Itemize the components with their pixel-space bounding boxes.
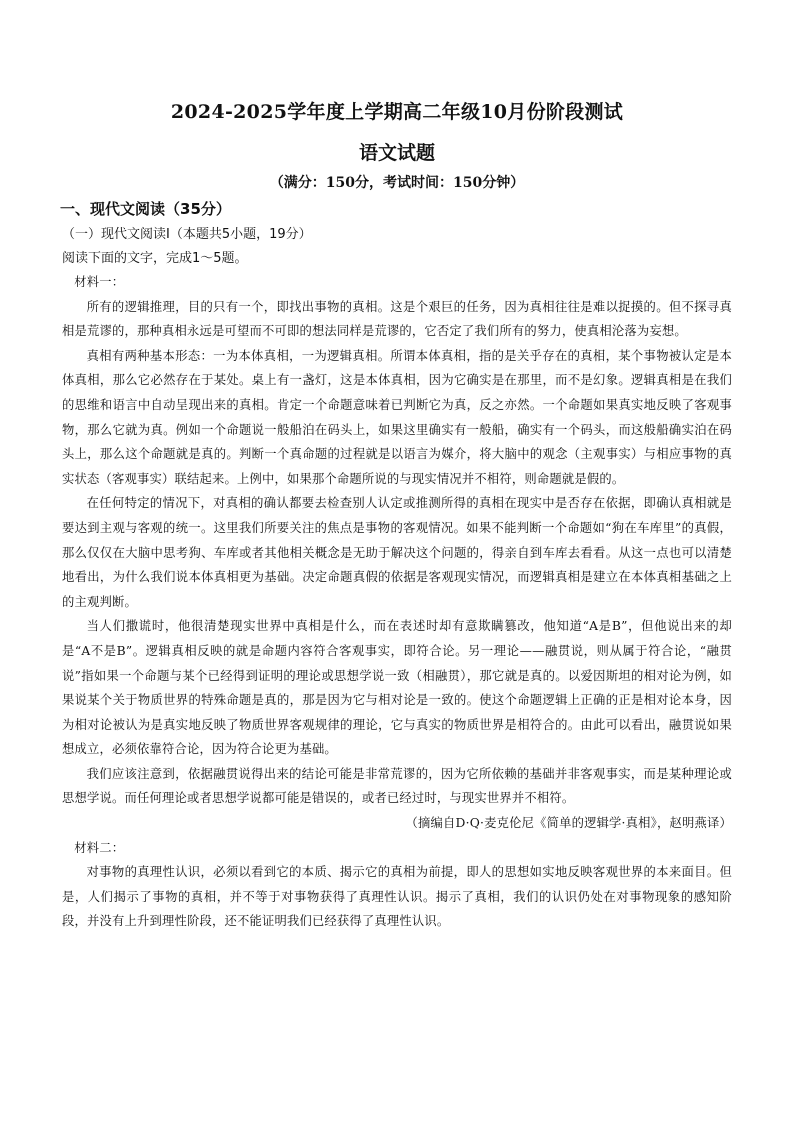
material-one-paragraph: 在任何特定的情况下，对真相的确认都要去检查别人认定或推测所得的真相在现实中是否存在依据，即确认真相就是要达到主观与客观的统一。这里我们所要关注的焦点是事物的客观情况。如果不能判断一个命题如“狗在车库里”的真假，那么仅仅在大脑中思考狗、车库或者其他相关概念是无助于解决这个问题的，得亲自到车库去看看。从这一点也可以清楚地看出，为什么我们说本体真相更为基础。决定命题真假的依据是客观现实情况，而逻辑真相是建立在本体真相基础之上的主观判断。: [62, 496, 732, 609]
subject-title: 语文试题: [358, 142, 435, 164]
material-one-label: 材料一：: [74, 275, 125, 289]
score-info: （满分：150分，考试时间：150分钟）: [269, 175, 525, 191]
material-one-paragraph: 所有的逻辑推理，目的只有一个，即找出事物的真相。这是个艰巨的任务，因为真相往往是难以捉摸的。但不探寻真相是荒谬的，那种真相永远是可望而不可即的想法同样是荒谬的，它否定了我们所有的努力，使真相沦落为妄想。: [62, 299, 732, 339]
material-one-source: （摘编自D·Q·麦克伦尼《简单的逻辑学·真相》，赵明燕译）: [405, 816, 732, 831]
reading-instruction: 阅读下面的文字，完成1～5题。: [62, 251, 248, 266]
material-two-paragraph: 对事物的真理性认识，必须以看到它的本质、揭示它的真相为前提，即人的思想如实地反映客观世界的本来面目。但是，人们揭示了事物的真相，并不等于对事物获得了真理性认识。揭示了真相，我们的认识仍处在对事物现象的感知阶段，并没有上升到理性阶段，还不能证明我们已经获得了真理性认识。: [62, 865, 732, 929]
material-one-paragraph: 真相有两种基本形态：一为本体真相，一为逻辑真相。所谓本体真相，指的是关乎存在的真相，某个事物被认定是本体真相，那么它必然存在于某处。桌上有一盏灯，这是本体真相，因为它确实是在那里，而不是幻象。逻辑真相是在我们的思维和语言中自动呈现出来的真相。肯定一个命题意味着已判断它为真，反之亦然。一个命题如果真实地反映了客观事物，那么它就为真。例如一个命题说一般船泊在码头上，如果这里确实有一般船，确实有一个码头，而这般船确实泊在码头上，那么这个命题就是真的。判断一个真命题的过程就是以语言为媒介，将大脑中的观念（主观事实）与相应事物的真实状态（客观事实）联结起来。上例中，如果那个命题所说的与现实情况并不相符，则命题就是假的。: [62, 348, 732, 486]
material-one-paragraph: 我们应该注意到，依据融贯说得出来的结论可能是非常荒谬的，因为它所依赖的基础并非客观事实，而是某种理论或思想学说。而任何理论或者思想学说都可能是错误的，或者已经过时，与现实世界并不相符。: [62, 766, 732, 806]
section-heading: 一、现代文阅读（35分）: [60, 200, 231, 218]
reading-passage: [62, 270, 732, 934]
material-one-paragraph: 当人们撒谎时，他很清楚现实世界中真相是什么，而在表述时却有意欺瞒篡改，他知道“A是B”，但他说出来的却是“A不是B”。逻辑真相反映的就是命题内容符合客观事实，即符合论。另一理论——融贯说，则从属于符合论，“融贯说”指如果一个命题与某个已经得到证明的理论或思想学说一致（相融贯），那它就是真的。以爱因斯坦的相对论为例，如果说某个关于物质世界的特殊命题是真的，那是因为它与相对论是一致的。使这个命题逻辑上正确的正是相对论本身，因为相对论被认为是真实地反映了物质世界客观规律的理论，它与真实的物质世界是相符合的。由此可以看出，融贯说如果想成立，必须依靠符合论，因为符合论更为基础。: [62, 619, 732, 757]
material-two-label: 材料二：: [74, 840, 125, 855]
section-subheading: （一）现代文阅读Ⅰ（本题共5小题，19分）: [62, 227, 312, 242]
exam-title: 2024-2025学年度上学期高二年级10月份阶段测试: [170, 101, 624, 123]
